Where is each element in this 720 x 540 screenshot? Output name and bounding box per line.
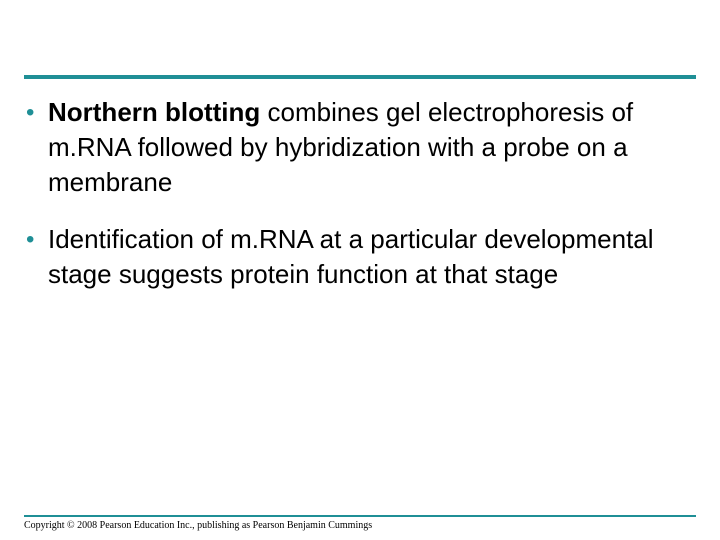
bullet-item-identification	[26, 222, 696, 292]
bullet-text: Identification of m.RNA at a particular developmental stage suggests protein function at that stage	[48, 224, 654, 289]
bullet-item-northern-blotting	[26, 95, 696, 200]
copyright-notice: Copyright © 2008 Pearson Education Inc., publishing as Pearson Benjamin Cummings	[24, 520, 373, 531]
bullet-text: combines gel electrophoresis of m.RNA followed by hybridization with a probe on a membrane	[48, 97, 634, 197]
bullet-bold-term: Northern blotting	[48, 97, 261, 127]
bullet-dot: •	[26, 99, 35, 126]
top-divider	[24, 75, 696, 79]
footer-divider	[24, 515, 696, 517]
bullet-list	[26, 95, 696, 314]
bullet-dot: •	[26, 226, 35, 253]
